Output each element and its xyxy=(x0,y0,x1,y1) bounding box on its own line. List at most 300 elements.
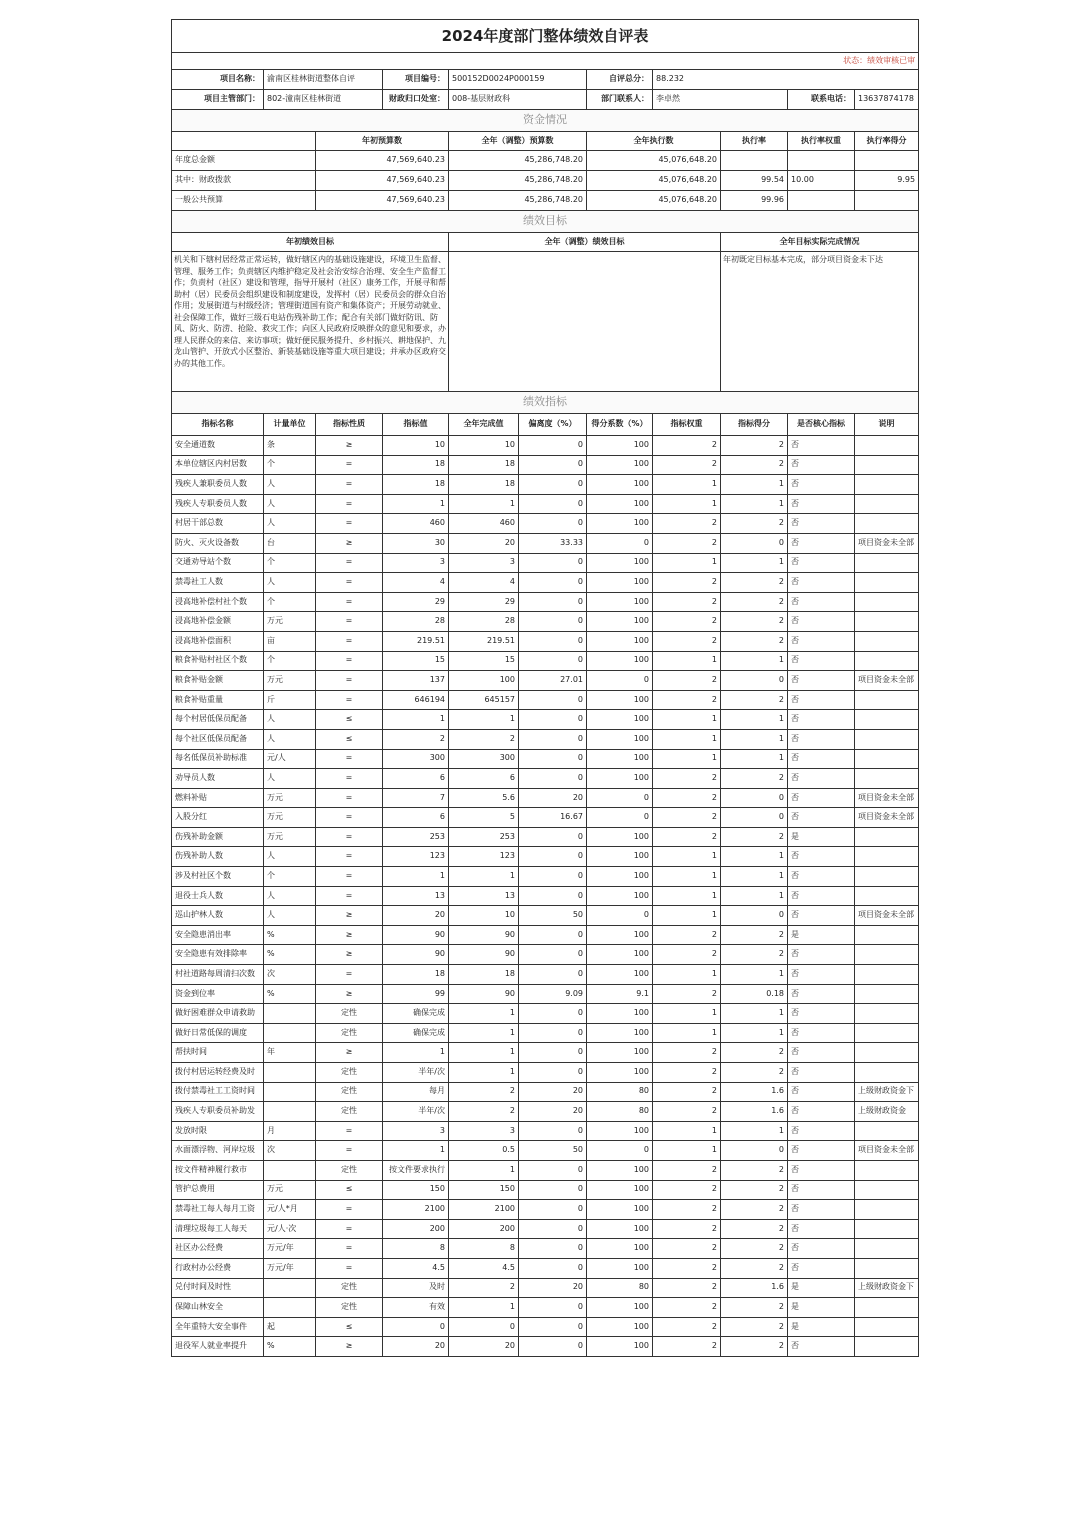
weight: 1 xyxy=(653,965,721,985)
unit: % xyxy=(264,984,316,1004)
target-value: 8 xyxy=(383,1239,449,1259)
target-value: 90 xyxy=(383,945,449,965)
funds-weight xyxy=(788,151,855,171)
nature: = xyxy=(316,1141,383,1161)
indicator-score: 1 xyxy=(721,965,788,985)
table-row xyxy=(172,1043,919,1063)
nature: ≥ xyxy=(316,1337,383,1357)
indicator-name: 安全隐患消出率 xyxy=(172,925,264,945)
phone-value: 13637874178 xyxy=(855,90,919,110)
target-value: 150 xyxy=(383,1180,449,1200)
indicator-name: 涉及村社区个数 xyxy=(172,867,264,887)
table-row xyxy=(172,1023,919,1043)
indicator-score: 1 xyxy=(721,1121,788,1141)
deviation: 50 xyxy=(519,1141,587,1161)
completed-value: 645157 xyxy=(449,690,519,710)
indicators-section-title: 绩效指标 xyxy=(172,392,919,414)
core-flag: 否 xyxy=(788,1160,855,1180)
completed-value: 1 xyxy=(449,494,519,514)
remark xyxy=(855,690,919,710)
core-flag: 否 xyxy=(788,553,855,573)
target-value: 半年/次 xyxy=(383,1063,449,1083)
unit: 万元 xyxy=(264,671,316,691)
funds-header-blank xyxy=(172,132,316,151)
score-coef: 80 xyxy=(587,1102,653,1122)
completed-value: 1 xyxy=(449,1063,519,1083)
completed-value: 1 xyxy=(449,1160,519,1180)
score-coef: 80 xyxy=(587,1082,653,1102)
core-flag: 否 xyxy=(788,1239,855,1259)
nature: = xyxy=(316,1219,383,1239)
remark: 项目资金未全部 xyxy=(855,808,919,828)
indicator-name: 残疾人兼职委员人数 xyxy=(172,475,264,495)
unit: 人 xyxy=(264,573,316,593)
main-table xyxy=(171,19,919,1357)
core-flag: 否 xyxy=(788,749,855,769)
nature: ≥ xyxy=(316,533,383,553)
indicator-name: 拨付禁毒社工工资时间 xyxy=(172,1082,264,1102)
table-row xyxy=(172,1337,919,1357)
weight: 2 xyxy=(653,612,721,632)
remark xyxy=(855,631,919,651)
nature: = xyxy=(316,1239,383,1259)
unit: 万元 xyxy=(264,788,316,808)
indicator-score: 1.6 xyxy=(721,1082,788,1102)
remark: 项目资金未全部 xyxy=(855,671,919,691)
indicator-name: 做好困难群众申请救助 xyxy=(172,1004,264,1024)
score-coef: 0 xyxy=(587,671,653,691)
remark xyxy=(855,553,919,573)
remark xyxy=(855,847,919,867)
deviation: 20 xyxy=(519,1278,587,1298)
indicator-header: 全年完成值 xyxy=(449,414,519,436)
core-flag: 否 xyxy=(788,612,855,632)
unit: 人 xyxy=(264,847,316,867)
funds-row xyxy=(172,151,919,171)
weight: 2 xyxy=(653,671,721,691)
weight: 2 xyxy=(653,1239,721,1259)
target-value: 4 xyxy=(383,573,449,593)
score-coef: 0 xyxy=(587,906,653,926)
funds-weight: 10.00 xyxy=(788,171,855,191)
weight: 1 xyxy=(653,749,721,769)
completed-value: 18 xyxy=(449,455,519,475)
indicator-name: 残疾人专职委员补助发 xyxy=(172,1102,264,1122)
remark xyxy=(855,455,919,475)
deviation: 0 xyxy=(519,1298,587,1318)
unit: 万元 xyxy=(264,808,316,828)
unit: 万元/年 xyxy=(264,1258,316,1278)
target-value: 1 xyxy=(383,867,449,887)
weight: 2 xyxy=(653,1219,721,1239)
nature: = xyxy=(316,1121,383,1141)
indicator-score: 1 xyxy=(721,886,788,906)
funds-initial: 47,569,640.23 xyxy=(316,191,449,211)
completed-value: 28 xyxy=(449,612,519,632)
deviation: 0 xyxy=(519,553,587,573)
adjusted-goal-text xyxy=(449,252,721,392)
core-flag: 否 xyxy=(788,1004,855,1024)
weight: 1 xyxy=(653,1023,721,1043)
deviation: 0 xyxy=(519,592,587,612)
core-flag: 否 xyxy=(788,1337,855,1357)
deviation: 0 xyxy=(519,1023,587,1043)
remark xyxy=(855,1180,919,1200)
table-row xyxy=(172,573,919,593)
project-code-label: 项目编号： xyxy=(383,70,449,90)
remark xyxy=(855,729,919,749)
phone-label: 联系电话： xyxy=(788,90,855,110)
indicator-score: 1 xyxy=(721,1023,788,1043)
target-value: 15 xyxy=(383,651,449,671)
completed-value: 1 xyxy=(449,1298,519,1318)
remark xyxy=(855,1337,919,1357)
finance-label: 财政归口处室： xyxy=(383,90,449,110)
score-coef: 0 xyxy=(587,533,653,553)
funds-header: 执行率权重 xyxy=(788,132,855,151)
remark xyxy=(855,514,919,534)
indicator-name: 禁毒社工每人每月工资 xyxy=(172,1200,264,1220)
nature: = xyxy=(316,1258,383,1278)
remark xyxy=(855,494,919,514)
target-value: 90 xyxy=(383,925,449,945)
indicator-name: 保障山林安全 xyxy=(172,1298,264,1318)
deviation: 50 xyxy=(519,906,587,926)
unit: 人 xyxy=(264,769,316,789)
indicator-score: 2 xyxy=(721,690,788,710)
weight: 2 xyxy=(653,1160,721,1180)
unit: 次 xyxy=(264,965,316,985)
score-coef: 100 xyxy=(587,1298,653,1318)
core-flag: 否 xyxy=(788,1063,855,1083)
nature: = xyxy=(316,847,383,867)
core-flag: 否 xyxy=(788,984,855,1004)
unit xyxy=(264,1278,316,1298)
remark xyxy=(855,1121,919,1141)
indicator-score: 2 xyxy=(721,945,788,965)
remark xyxy=(855,573,919,593)
target-value: 10 xyxy=(383,436,449,456)
table-row xyxy=(172,925,919,945)
completed-value: 10 xyxy=(449,436,519,456)
target-value: 有效 xyxy=(383,1298,449,1318)
score-coef: 100 xyxy=(587,690,653,710)
score-coef: 100 xyxy=(587,710,653,730)
weight: 2 xyxy=(653,592,721,612)
nature: = xyxy=(316,671,383,691)
unit xyxy=(264,1063,316,1083)
score-coef: 100 xyxy=(587,925,653,945)
table-row xyxy=(172,788,919,808)
indicator-score: 1 xyxy=(721,847,788,867)
target-value: 7 xyxy=(383,788,449,808)
indicator-name: 全年重特大安全事件 xyxy=(172,1317,264,1337)
indicator-score: 1 xyxy=(721,1004,788,1024)
weight: 1 xyxy=(653,553,721,573)
weight: 1 xyxy=(653,729,721,749)
completed-value: 90 xyxy=(449,984,519,1004)
table-row xyxy=(172,1141,919,1161)
unit: 月 xyxy=(264,1121,316,1141)
funds-section-title: 资金情况 xyxy=(172,110,919,132)
indicator-name: 残疾人专职委员人数 xyxy=(172,494,264,514)
table-row xyxy=(172,1180,919,1200)
remark xyxy=(855,1063,919,1083)
remark xyxy=(855,945,919,965)
remark xyxy=(855,984,919,1004)
status-text: 状态：绩效审核已审 xyxy=(172,53,919,70)
remark xyxy=(855,1317,919,1337)
remark xyxy=(855,612,919,632)
remark: 上级财政资金 xyxy=(855,1102,919,1122)
deviation: 0 xyxy=(519,1337,587,1357)
score-coef: 100 xyxy=(587,553,653,573)
deviation: 20 xyxy=(519,788,587,808)
weight: 2 xyxy=(653,769,721,789)
contact-label: 部门联系人： xyxy=(587,90,653,110)
nature: ≤ xyxy=(316,710,383,730)
project-name-label: 项目名称： xyxy=(172,70,264,90)
remark: 项目资金未全部 xyxy=(855,906,919,926)
core-flag: 是 xyxy=(788,827,855,847)
target-value: 1 xyxy=(383,710,449,730)
completed-value: 2 xyxy=(449,1278,519,1298)
indicator-table-body xyxy=(172,436,919,1357)
nature: = xyxy=(316,867,383,887)
indicator-name: 行政村办公经费 xyxy=(172,1258,264,1278)
score-coef: 100 xyxy=(587,436,653,456)
table-row xyxy=(172,1063,919,1083)
indicator-name: 伤残补助金额 xyxy=(172,827,264,847)
core-flag: 否 xyxy=(788,1200,855,1220)
unit xyxy=(264,1102,316,1122)
nature: ≥ xyxy=(316,1043,383,1063)
core-flag: 否 xyxy=(788,867,855,887)
nature: = xyxy=(316,827,383,847)
deviation: 0 xyxy=(519,769,587,789)
score-coef: 100 xyxy=(587,592,653,612)
table-row xyxy=(172,533,919,553)
weight: 2 xyxy=(653,1063,721,1083)
completed-value: 1 xyxy=(449,710,519,730)
completed-value: 5.6 xyxy=(449,788,519,808)
nature: 定性 xyxy=(316,1004,383,1024)
remark xyxy=(855,867,919,887)
table-row xyxy=(172,1317,919,1337)
core-flag: 否 xyxy=(788,1043,855,1063)
unit: 个 xyxy=(264,592,316,612)
indicator-header: 指标名称 xyxy=(172,414,264,436)
remark: 项目资金未全部 xyxy=(855,533,919,553)
nature: = xyxy=(316,553,383,573)
indicator-score: 2 xyxy=(721,1298,788,1318)
core-flag: 是 xyxy=(788,1278,855,1298)
unit: 斤 xyxy=(264,690,316,710)
remark: 项目资金未全部 xyxy=(855,788,919,808)
indicator-name: 粮食补贴金额 xyxy=(172,671,264,691)
remark xyxy=(855,1219,919,1239)
target-value: 1 xyxy=(383,494,449,514)
weight: 2 xyxy=(653,533,721,553)
indicator-score: 2 xyxy=(721,1160,788,1180)
weight: 2 xyxy=(653,1043,721,1063)
table-row xyxy=(172,827,919,847)
target-value: 0 xyxy=(383,1317,449,1337)
weight: 2 xyxy=(653,1200,721,1220)
indicator-name: 清理垃圾每工人每天 xyxy=(172,1219,264,1239)
unit: 万元 xyxy=(264,612,316,632)
target-value: 460 xyxy=(383,514,449,534)
deviation: 0 xyxy=(519,749,587,769)
deviation: 0 xyxy=(519,1121,587,1141)
deviation: 0 xyxy=(519,436,587,456)
table-row xyxy=(172,553,919,573)
score-coef: 0 xyxy=(587,1141,653,1161)
funds-score xyxy=(855,191,919,211)
core-flag: 否 xyxy=(788,1102,855,1122)
core-flag: 否 xyxy=(788,475,855,495)
funds-rate xyxy=(721,151,788,171)
core-flag: 否 xyxy=(788,729,855,749)
remark xyxy=(855,925,919,945)
project-code-value: 500152D0024P000159 xyxy=(449,70,587,90)
weight: 2 xyxy=(653,690,721,710)
target-value: 2100 xyxy=(383,1200,449,1220)
core-flag: 否 xyxy=(788,651,855,671)
remark xyxy=(855,1043,919,1063)
completed-value: 20 xyxy=(449,1337,519,1357)
weight: 2 xyxy=(653,808,721,828)
deviation: 33.33 xyxy=(519,533,587,553)
table-row xyxy=(172,1298,919,1318)
indicator-name: 粮食补贴村社区个数 xyxy=(172,651,264,671)
indicator-score: 1 xyxy=(721,494,788,514)
deviation: 0 xyxy=(519,867,587,887)
completed-value: 13 xyxy=(449,886,519,906)
target-value: 219.51 xyxy=(383,631,449,651)
table-row xyxy=(172,671,919,691)
remark xyxy=(855,886,919,906)
unit: 元/人 xyxy=(264,749,316,769)
target-value: 确保完成 xyxy=(383,1023,449,1043)
funds-header: 执行率 xyxy=(721,132,788,151)
funds-adjusted: 45,286,748.20 xyxy=(449,171,587,191)
deviation: 0 xyxy=(519,1317,587,1337)
target-value: 13 xyxy=(383,886,449,906)
completed-value: 90 xyxy=(449,925,519,945)
deviation: 0 xyxy=(519,612,587,632)
completed-value: 1 xyxy=(449,1043,519,1063)
indicator-header: 指标值 xyxy=(383,414,449,436)
core-flag: 否 xyxy=(788,1023,855,1043)
target-value: 20 xyxy=(383,1337,449,1357)
completed-value: 2 xyxy=(449,1082,519,1102)
core-flag: 否 xyxy=(788,671,855,691)
indicator-score: 2 xyxy=(721,1043,788,1063)
weight: 2 xyxy=(653,984,721,1004)
indicator-header: 得分系数（%） xyxy=(587,414,653,436)
score-coef: 0 xyxy=(587,808,653,828)
unit: 人 xyxy=(264,475,316,495)
indicator-score: 2 xyxy=(721,769,788,789)
completed-value: 200 xyxy=(449,1219,519,1239)
unit: 个 xyxy=(264,651,316,671)
score-coef: 100 xyxy=(587,1063,653,1083)
actual-goal-text: 年初既定目标基本完成，部分项目资金未下达 xyxy=(721,252,919,392)
core-flag: 否 xyxy=(788,592,855,612)
project-name-value: 渝南区桂林街道整体自评 xyxy=(264,70,383,90)
indicator-score: 2 xyxy=(721,592,788,612)
funds-row xyxy=(172,191,919,211)
core-flag: 否 xyxy=(788,436,855,456)
weight: 2 xyxy=(653,1180,721,1200)
table-row xyxy=(172,769,919,789)
nature: = xyxy=(316,808,383,828)
score-coef: 100 xyxy=(587,769,653,789)
funds-rate: 99.96 xyxy=(721,191,788,211)
funds-adjusted: 45,286,748.20 xyxy=(449,191,587,211)
goals-header: 年初绩效目标 xyxy=(172,233,449,252)
completed-value: 2 xyxy=(449,729,519,749)
indicator-name: 浸高地补偿金额 xyxy=(172,612,264,632)
indicator-name: 燃料补贴 xyxy=(172,788,264,808)
completed-value: 253 xyxy=(449,827,519,847)
remark xyxy=(855,475,919,495)
self-score-label: 自评总分： xyxy=(587,70,653,90)
completed-value: 6 xyxy=(449,769,519,789)
indicator-score: 2 xyxy=(721,631,788,651)
deviation: 20 xyxy=(519,1082,587,1102)
deviation: 0 xyxy=(519,886,587,906)
target-value: 20 xyxy=(383,906,449,926)
indicator-score: 2 xyxy=(721,573,788,593)
weight: 1 xyxy=(653,1141,721,1161)
weight: 2 xyxy=(653,631,721,651)
weight: 2 xyxy=(653,436,721,456)
unit: 起 xyxy=(264,1317,316,1337)
nature: = xyxy=(316,749,383,769)
indicator-name: 村社道路每周清扫次数 xyxy=(172,965,264,985)
indicator-score: 2 xyxy=(721,1258,788,1278)
nature: 定性 xyxy=(316,1102,383,1122)
unit: 台 xyxy=(264,533,316,553)
nature: = xyxy=(316,1200,383,1220)
weight: 1 xyxy=(653,475,721,495)
weight: 1 xyxy=(653,494,721,514)
weight: 1 xyxy=(653,710,721,730)
weight: 2 xyxy=(653,1317,721,1337)
deviation: 0 xyxy=(519,631,587,651)
remark xyxy=(855,710,919,730)
deviation: 0 xyxy=(519,729,587,749)
table-row xyxy=(172,965,919,985)
remark xyxy=(855,1004,919,1024)
nature: ≤ xyxy=(316,1317,383,1337)
completed-value: 3 xyxy=(449,553,519,573)
score-coef: 100 xyxy=(587,475,653,495)
score-coef: 100 xyxy=(587,514,653,534)
weight: 1 xyxy=(653,1004,721,1024)
core-flag: 是 xyxy=(788,925,855,945)
score-coef: 80 xyxy=(587,1278,653,1298)
weight: 2 xyxy=(653,1298,721,1318)
unit: 万元 xyxy=(264,1180,316,1200)
self-evaluation-sheet xyxy=(171,19,918,1357)
indicator-score: 0.18 xyxy=(721,984,788,1004)
indicator-name: 管护总费用 xyxy=(172,1180,264,1200)
deviation: 0 xyxy=(519,965,587,985)
indicator-name: 做好日常低保的调度 xyxy=(172,1023,264,1043)
